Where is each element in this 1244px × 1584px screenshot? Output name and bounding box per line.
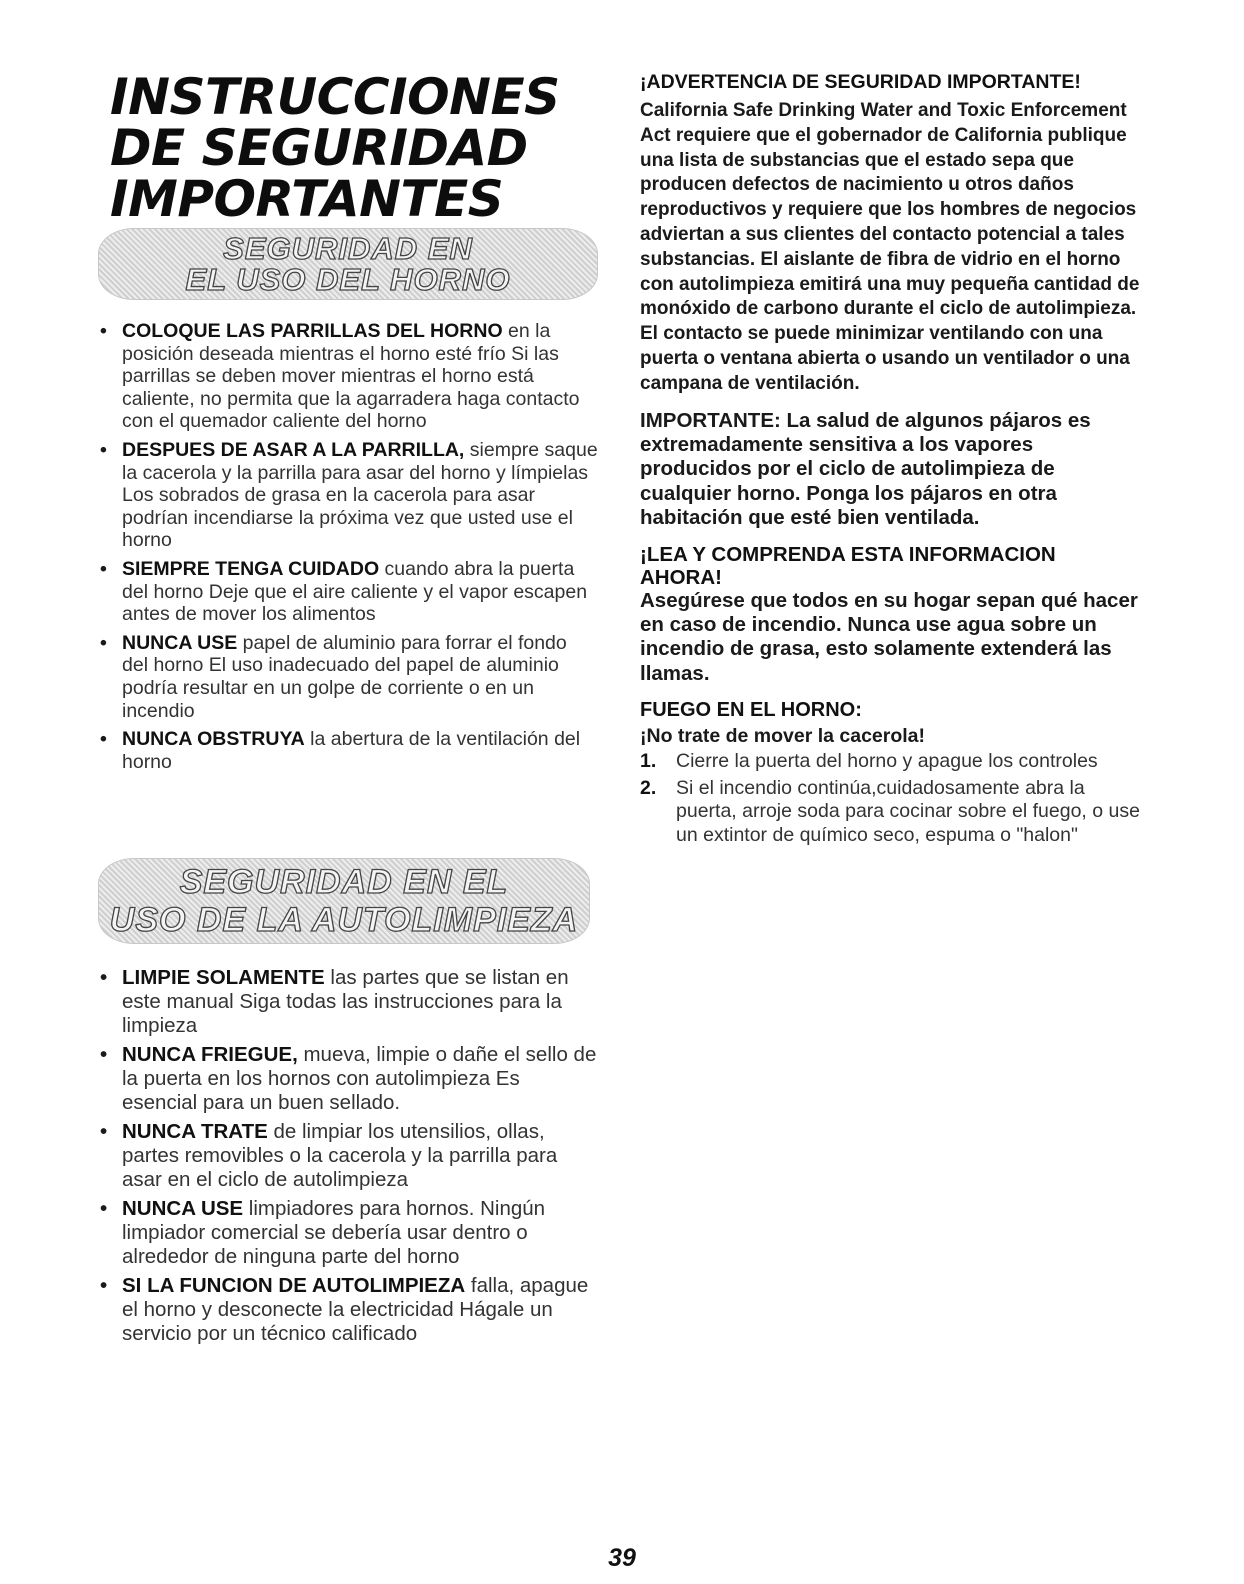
bullet-icon: • <box>100 631 107 654</box>
item-text: de limpiar los utensilios, ollas, partes removibles o la cacerola y la parrilla para asar en el ciclo de autolimpieza <box>122 1120 558 1191</box>
banner-line: EL USO DEL HORNO <box>185 262 511 297</box>
item-lead: SIEMPRE TENGA CUIDADO <box>122 557 380 580</box>
list-item <box>98 1274 598 1346</box>
bullet-icon: • <box>100 1043 108 1066</box>
step-text: Cierre la puerta del horno y apague los controles <box>676 750 1098 773</box>
banner-line: SEGURIDAD EN <box>223 231 473 266</box>
item-text: las partes que se listan en este manual Siga todas las instrucciones para la limpieza <box>122 966 569 1037</box>
item-lead: NUNCA FRIEGUE, <box>122 1043 298 1066</box>
bullet-icon: • <box>100 438 107 461</box>
page-title <box>110 68 590 228</box>
banner-line: USO DE LA AUTOLIMPIEZA <box>109 901 579 939</box>
step-number: 2. <box>640 776 657 799</box>
list-item <box>98 439 598 552</box>
oven-fire-section <box>640 698 1140 847</box>
self-clean-safety-banner <box>98 858 590 944</box>
bullet-icon: • <box>100 1197 108 1220</box>
item-text: papel de aluminio para forrar el fondo del horno El uso inadecuado del papel de aluminio podría resultar en un golpe de corriente o en un incendio <box>122 631 567 722</box>
item-text: cuando abra la puerta del horno Deje que el aire caliente y el vapor escapen antes de mover los alimentos <box>122 557 588 626</box>
list-item <box>98 728 598 773</box>
read-now-section <box>640 543 1140 687</box>
step-number: 1. <box>640 750 657 773</box>
oven-fire-subheading: ¡No trate de mover la cacerola! <box>640 725 926 748</box>
important-section <box>640 409 1140 531</box>
banner-line: SEGURIDAD EN EL <box>179 863 509 901</box>
right-column <box>640 72 1140 859</box>
page-number: 39 <box>608 1544 636 1572</box>
important-text: La salud de algunos pájaros es extremadamente sensitiva a los vapores producidos por el ciclo de autolimpieza de cualquier horno. Ponga los pájaros en otra habitación que esté bien ventilada. <box>640 408 1091 530</box>
oven-fire-steps <box>640 750 1140 847</box>
important-label: IMPORTANTE: <box>640 408 781 432</box>
item-lead: NUNCA OBSTRUYA <box>122 728 305 751</box>
bullet-icon: • <box>100 966 108 989</box>
item-text: falla, apague el horno y desconecte la electricidad Hágale un servicio por un técnico calificado <box>122 1274 589 1345</box>
bullet-icon: • <box>100 1120 108 1143</box>
item-lead: DESPUES DE ASAR A LA PARRILLA, <box>122 438 465 461</box>
list-item <box>98 966 598 1038</box>
warning-heading: ¡ADVERTENCIA DE SEGURIDAD IMPORTANTE! <box>640 71 1081 93</box>
list-item <box>98 1120 598 1192</box>
item-text: siempre saque la cacerola y la parrilla para asar del horno y límpielas Los sobrados de grasa en la cacerola para asar podrían incendiarse la próxima vez que usted use el horno <box>122 438 598 552</box>
item-lead: NUNCA TRATE <box>122 1120 268 1143</box>
important-paragraph <box>640 409 1140 531</box>
list-item <box>98 1197 598 1269</box>
item-lead: NUNCA USE <box>122 631 238 654</box>
list-item <box>640 750 1140 774</box>
self-clean-safety-list <box>98 966 598 1351</box>
title-line: INSTRUCCIONES <box>110 68 560 126</box>
read-now-body: Asegúrese que todos en su hogar sepan qué hacer en caso de incendio. Nunca use agua sobre un incendio de grasa, esto solamente extenderá las llamas. <box>640 588 1138 685</box>
list-item <box>640 777 1140 848</box>
item-text: limpiadores para hornos. Ningún limpiador comercial se debería usar dentro o alrededor de ninguna parte del horno <box>122 1197 546 1268</box>
item-text: la abertura de la ventilación del horno <box>122 728 581 773</box>
list-item <box>98 1043 598 1115</box>
bullet-icon: • <box>100 557 107 580</box>
bullet-icon: • <box>100 728 107 751</box>
list-item <box>98 320 598 433</box>
item-lead: SI LA FUNCION DE AUTOLIMPIEZA <box>122 1274 466 1297</box>
title-line: IMPORTANTES <box>110 170 504 228</box>
item-lead: LIMPIE SOLAMENTE <box>122 966 325 989</box>
list-item <box>98 632 598 722</box>
list-item <box>98 558 598 626</box>
read-now-heading: ¡LEA Y COMPRENDA ESTA INFORMACION AHORA! <box>640 542 1056 589</box>
item-lead: NUNCA USE <box>122 1197 244 1220</box>
bullet-icon: • <box>100 1274 108 1297</box>
oven-fire-heading: FUEGO EN EL HORNO: <box>640 699 862 722</box>
item-text: mueva, limpie o dañe el sello de la puerta en los hornos con autolimpieza Es esencial para un buen sellado. <box>122 1043 597 1114</box>
oven-safety-list <box>98 320 598 779</box>
warning-body: California Safe Drinking Water and Toxic Enforcement Act requiere que el gobernador de California publique una lista de substancias que el estado sepa que producen defectos de nacimiento u otros daños reproductivos y requiere que los hombres de negocios adviertan a sus clientes del contacto potencial a tales substancias. El aislante de fibra de vidrio en el horno con autolimpieza emitirá una muy pequeña cantidad de monóxido de carbono durante el ciclo de autolimpieza. El contacto se puede minimizar ventilando con una puerta o ventana abierta o usando un ventilador o una campana de ventilación. <box>640 100 1140 394</box>
safety-warning-section <box>640 72 1140 397</box>
step-text: Si el incendio continúa,cuidadosamente abra la puerta, arroje soda para cocinar sobre el fuego, o use un extintor de químico seco, espuma o "halon" <box>676 776 1140 846</box>
oven-safety-banner <box>98 228 598 300</box>
item-text: en la posición deseada mientras el horno esté frío Si las parrillas se deben mover mientras el horno está caliente, no permita que la agarradera haga contacto con el quemador caliente del horno <box>122 320 580 433</box>
item-lead: COLOQUE LAS PARRILLAS DEL HORNO <box>122 320 503 342</box>
title-line: DE SEGURIDAD <box>110 119 528 177</box>
bullet-icon: • <box>100 320 107 342</box>
